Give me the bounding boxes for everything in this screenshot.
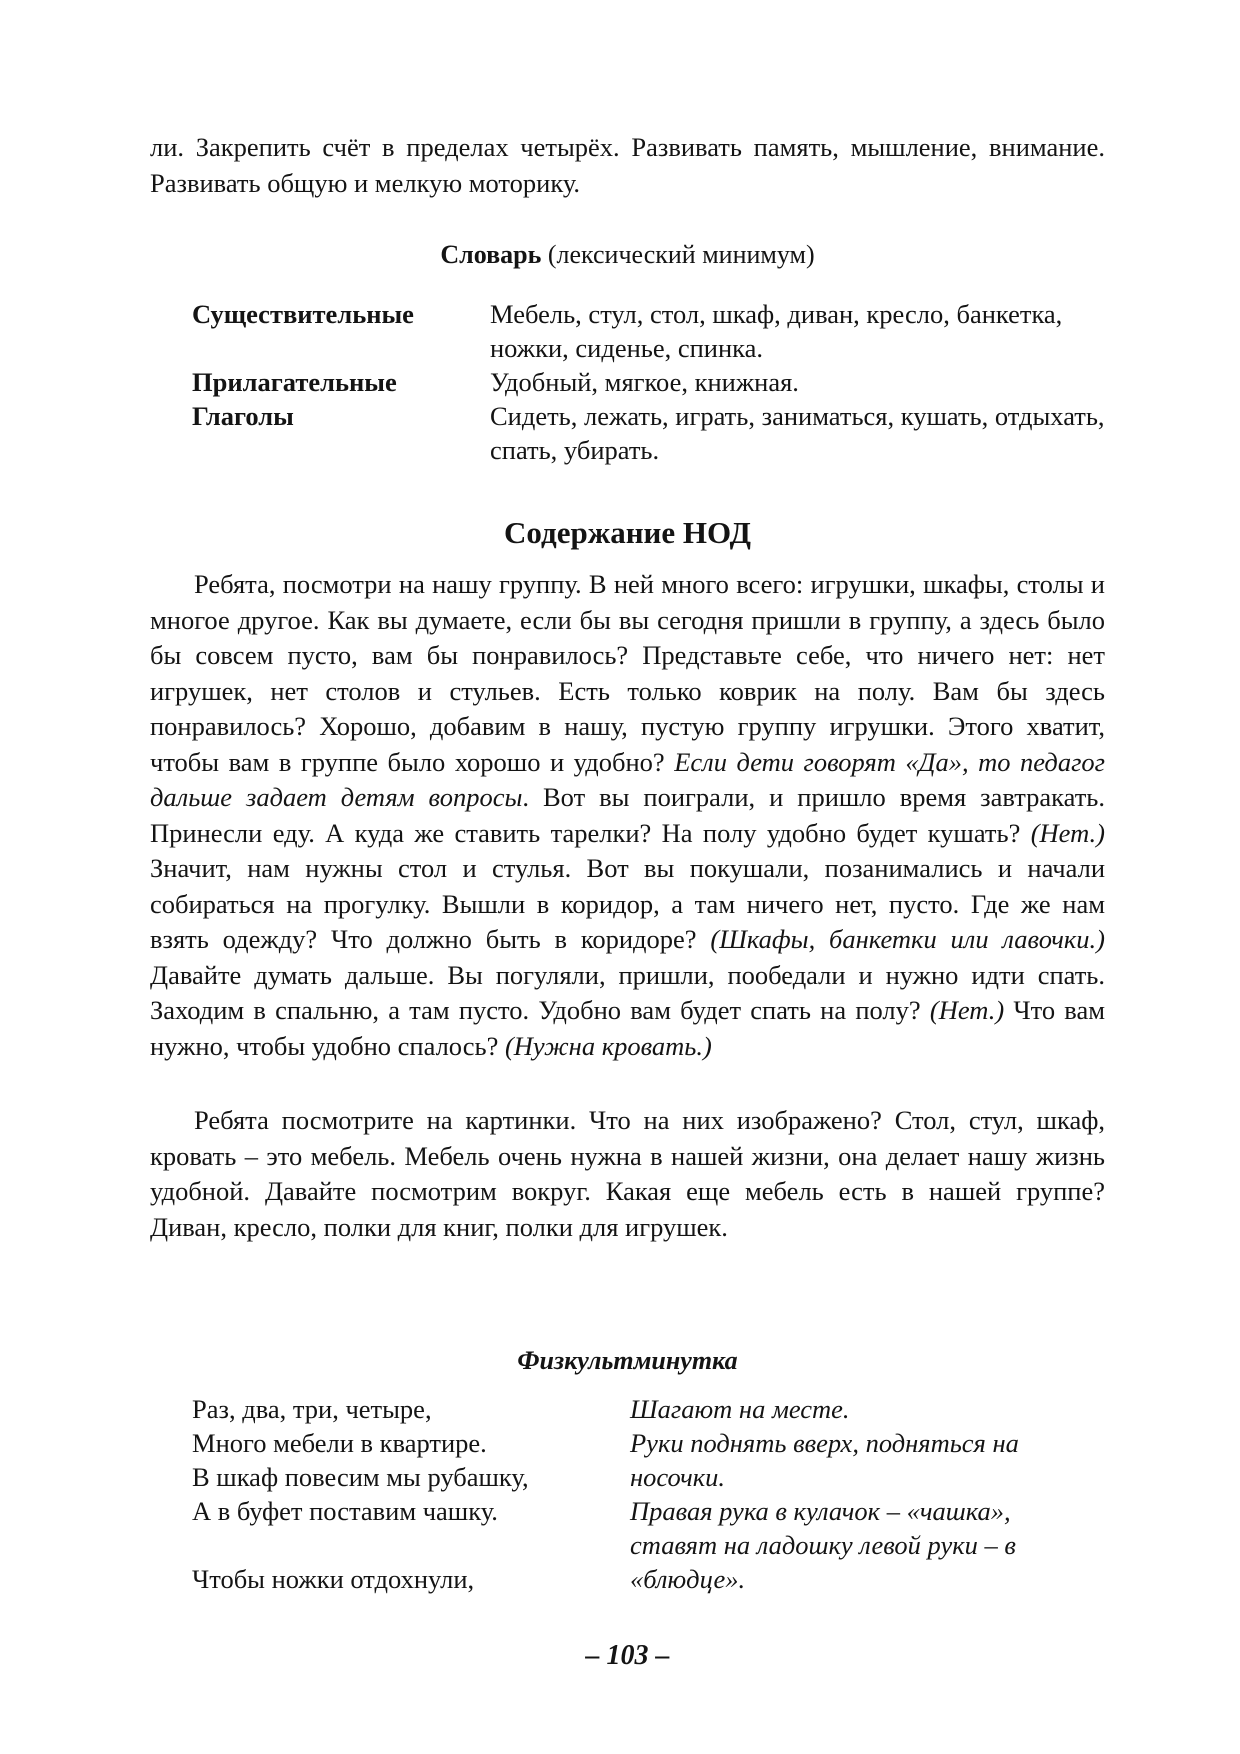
text-run: . Вот вы поиграли, и пришло время завтракать. Принесли еду. А куда же ставить тарелки? На полу удобно будет кушать?: [150, 782, 1106, 848]
text-run: Что вам нужно, чтобы удобно спалось?: [150, 995, 1106, 1061]
poem-action: «блюдце».: [630, 1564, 746, 1594]
italic-run: (Шкафы, банкетки или лавочки.): [710, 924, 1105, 954]
vocabulary-title-rest: (лексический минимум): [541, 240, 815, 269]
italic-run: (Нет.): [1030, 817, 1105, 848]
poem-row: [192, 1392, 1100, 1426]
vocabulary-words-adjectives: Удобный, мягкое, книжная.: [490, 367, 799, 397]
vocabulary-row: [192, 297, 1110, 365]
poem-action: Руки поднять вверх, подняться на: [630, 1428, 1019, 1458]
text-run: Давайте думать дальше. Вы погуляли, пришли, пообедали и нужно идти спать. Заходим в спальню, а там пусто. Удобно вам будет спать на полу?: [150, 959, 1105, 1025]
vocabulary-row: [192, 365, 1110, 399]
text-run: Значит, нам нужны стол и стулья. Вот вы покушали, позанимались и начали собираться на прогулку. Вышли в коридор, а там ничего нет, пусто. Где же нам взять одежду? Что должно быть в коридоре?: [150, 853, 1105, 954]
poem-line: [192, 1528, 630, 1562]
vocabulary-row: [192, 399, 1110, 467]
intro-paragraph: ли. Закрепить счёт в пределах четырёх. Развивать память, мышление, внимание. Развивать общую и мелкую моторику.: [150, 132, 1105, 198]
italic-run: (Нужна кровать.): [504, 1030, 712, 1061]
fizkultminutka-poem: [192, 1392, 1100, 1596]
text-run: Ребята, посмотри на нашу группу. В ней много всего: игрушки, шкафы, столы и многое другое. Как вы думаете, если бы вы сегодня пришли в группу, а здесь было бы совсем пусто, вам бы понравилось? Представьте себе, что ничего нет: нет игрушек, нет столов и стульев. Есть только коврик на полу. Вам бы здесь понравилось? Хорошо, добавим в нашу, пустую группу игрушки. Этого хватит, чтобы вам в группе было хорошо и удобно?: [150, 569, 1105, 777]
content-paragraph-2: Ребята посмотрите на картинки. Что на них изображено? Стол, стул, шкаф, кровать – это мебель. Мебель очень нужна в нашей жизни, она делает нашу жизнь удобной. Давайте посмотрим вокруг. Какая еще мебель есть в нашей группе? Диван, кресло, полки для книг, полки для игрушек.: [150, 1105, 1105, 1242]
poem-row: [192, 1528, 1100, 1562]
poem-action: Шагают на месте.: [630, 1394, 850, 1424]
fizkultminutka-heading: Физкультминутка: [517, 1346, 738, 1375]
page-number: – 103 –: [585, 1640, 670, 1671]
poem-line: Чтобы ножки отдохнули,: [192, 1564, 475, 1594]
content-heading: Содержание НОД: [504, 515, 751, 550]
vocabulary-words-verbs: Сидеть, лежать, играть, заниматься, кушать, отдыхать, спать, убирать.: [490, 401, 1105, 465]
poem-row: [192, 1460, 1100, 1494]
poem-row: [192, 1426, 1100, 1460]
content-paragraph-1: [150, 567, 1105, 1064]
poem-line: В шкаф повесим мы рубашку,: [192, 1462, 529, 1492]
vocabulary-heading: [150, 240, 1105, 270]
poem-row: [192, 1494, 1100, 1528]
poem-action: носочки.: [630, 1462, 725, 1492]
vocabulary-table: [192, 297, 1110, 467]
vocabulary-label-nouns: Существительные: [192, 299, 414, 329]
poem-action: Правая рука в кулачок – «чашка»,: [630, 1496, 1011, 1526]
poem-row: [192, 1562, 1100, 1596]
vocabulary-words-nouns: Мебель, стул, стол, шкаф, диван, кресло, банкетка, ножки, сиденье, спинка.: [490, 299, 1063, 363]
poem-action: ставят на ладошку левой руки – в: [630, 1530, 1016, 1560]
poem-line: А в буфет поставим чашку.: [192, 1496, 498, 1526]
italic-run: (Нет.): [929, 995, 1005, 1025]
poem-line: Раз, два, три, четыре,: [192, 1394, 432, 1424]
italic-run: Если дети говорят «Да», то педагог дальше задает детям вопросы: [150, 746, 1105, 812]
vocabulary-label-adjectives: Прилагательные: [192, 367, 397, 397]
vocabulary-title-bold: Словарь: [440, 240, 542, 269]
poem-line: Много мебели в квартире.: [192, 1428, 487, 1458]
vocabulary-label-verbs: Глаголы: [192, 401, 294, 431]
